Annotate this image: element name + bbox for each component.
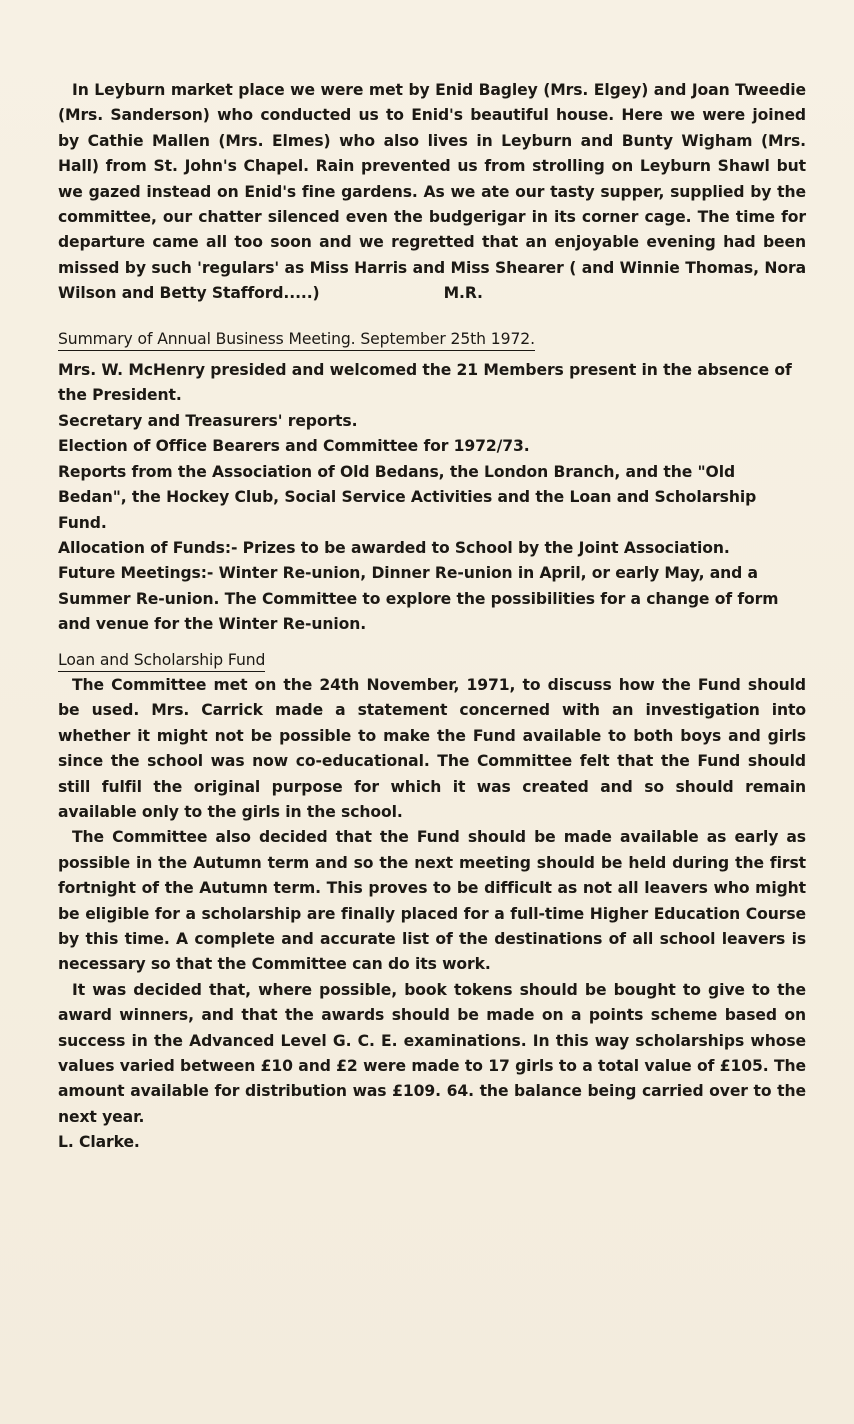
meeting-item: Election of Office Bearers and Committee for 1972/73. bbox=[58, 437, 530, 456]
initials-mr: M.R. bbox=[443, 284, 483, 303]
meeting-item: Reports from the Association of Old Bedans, the London Branch, and the "Old Bedan", the Hockey Club, Social Service Activities and the Loan and Scholarship Fund. bbox=[58, 462, 757, 532]
meeting-summary-heading: Summary of Annual Business Meeting. September 25th 1972. bbox=[58, 328, 535, 351]
meeting-item: Secretary and Treasurers' reports. bbox=[58, 411, 358, 430]
fund-paragraph: The Committee also decided that the Fund should be made available as early as possible in the Autumn term and so the next meeting should be held during the first fortnight of the Autumn term. This proves to be difficult as not all leavers who might be eligible for a scholarship are finally placed for a full-time Higher Education Course by this time. A complete and accurate list of the destinations of all school leavers is necessary so that the Committee can do its work. bbox=[58, 828, 806, 974]
meeting-heading-wrap bbox=[58, 327, 806, 352]
leyburn-paragraph bbox=[58, 78, 806, 307]
leyburn-paragraph-text: In Leyburn market place we were met by Enid Bagley (Mrs. Elgey) and Joan Tweedie (Mrs. Sanderson) who conducted us to Enid's beautiful house. Here we were joined by Cathie Mallen (Mrs. Elmes) who also lives in Leyburn and Bunty Wigham (Mrs. Hall) from St. John's Chapel. Rain prevented us from strolling on Leyburn Shawl but we gazed instead on Enid's fine gardens. As we ate our tasty supper, supplied by the committee, our chatter silenced even the budgerigar in its corner cage. The time for departure came all too soon and we regretted that an enjoyable evening had been missed by such 'regulars' as Miss Harris and Miss Shearer ( and Winnie Thomas, Nora Wilson and Betty Stafford.....) bbox=[58, 81, 806, 303]
meeting-item: Allocation of Funds:- Prizes to be awarded to School by the Joint Association. bbox=[58, 538, 730, 557]
meeting-item: Future Meetings:- Winter Re-union, Dinner Re-union in April, or early May, and a Summer Re-union. The Committee to explore the possibilities for a change of form and venue for the Winter Re-union. bbox=[58, 564, 779, 634]
fund-paragraph: It was decided that, where possible, book tokens should be bought to give to the award winners, and that the awards should be made on a points scheme based on success in the Advanced Level G. C. E. examinations. In this way scholarships whose values varied between £10 and £2 were made to 17 girls to a total value of £105. The amount available for distribution was £109. 64. the balance being carried over to the next year. bbox=[58, 980, 806, 1126]
fund-heading-wrap bbox=[58, 648, 806, 673]
meeting-item: Mrs. W. McHenry presided and welcomed the 21 Members present in the absence of the President. bbox=[58, 361, 792, 405]
fund-paragraph: The Committee met on the 24th November, 1971, to discuss how the Fund should be used. Mrs. Carrick made a statement concerned with an investigation into whether it might not be possible to make the Fund available to both boys and girls since the school was now co-educational. The Committee felt that the Fund should still fulfil the original purpose for which it was created and so should remain available only to the girls in the school. bbox=[58, 675, 806, 821]
signature-l-clarke: L. Clarke. bbox=[58, 1133, 140, 1152]
loan-scholarship-heading: Loan and Scholarship Fund bbox=[58, 649, 265, 672]
document-body bbox=[58, 78, 806, 1156]
